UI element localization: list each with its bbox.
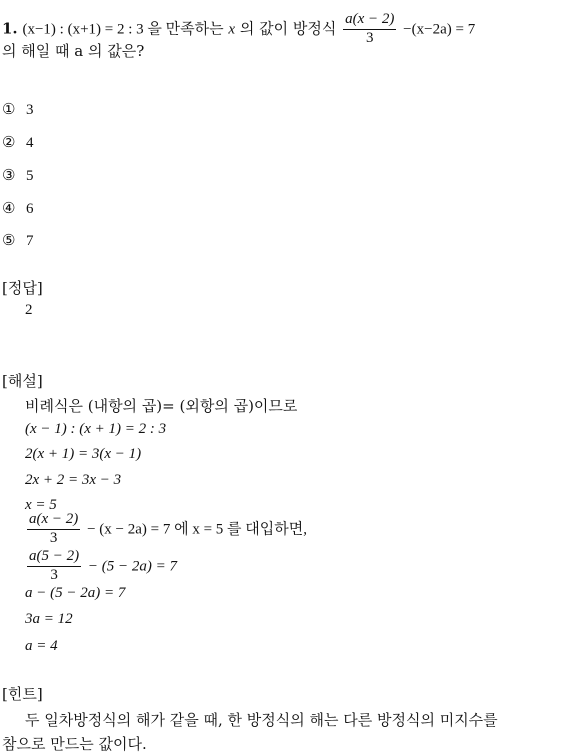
solution-line-10: a = 4 xyxy=(25,638,58,654)
answer-label: [정답] xyxy=(2,279,43,297)
solution-line-7-fraction xyxy=(27,549,81,584)
solution-line-7-numerator: a(5 − 2) xyxy=(27,549,81,567)
choice-5-mark: ⑤ xyxy=(2,231,16,249)
question-fraction-numerator: a(x − 2) xyxy=(343,12,396,30)
solution-line-6-rest: − (x − 2a) = 7 에 x = 5 를 대입하면, xyxy=(87,521,307,538)
solution-line-3: 2(x + 1) = 3(x − 1) xyxy=(25,446,142,462)
solution-line-6-denominator: 3 xyxy=(49,529,58,546)
choice-1-mark: ① xyxy=(2,100,16,118)
choice-3-value: 5 xyxy=(26,168,34,184)
choice-4[interactable] xyxy=(2,199,34,218)
hint-line-2: 참으로 만드는 값이다. xyxy=(2,735,147,753)
question-line-2: 의 해일 때 a 의 값은? xyxy=(2,42,145,60)
solution-line-1: 비례식은 (내항의 곱)= (외항의 곱)이므로 xyxy=(25,397,298,415)
hint-line-1: 두 일차방정식의 해가 같을 때, 한 방정식의 해는 다른 방정식의 미지수를 xyxy=(25,711,498,729)
hint-label: [힌트] xyxy=(2,685,43,703)
choice-2[interactable] xyxy=(2,133,34,152)
solution-line-5: x = 5 xyxy=(25,497,57,513)
question-fraction-denominator: 3 xyxy=(366,29,374,46)
solution-line-4: 2x + 2 = 3x − 3 xyxy=(25,472,122,488)
choice-3[interactable] xyxy=(2,166,34,185)
solution-line-7-rest: − (5 − 2a) = 7 xyxy=(87,558,178,575)
answer-value: 2 xyxy=(25,302,33,318)
choice-4-value: 6 xyxy=(26,201,34,217)
choice-1-value: 3 xyxy=(26,102,34,118)
question-fraction xyxy=(343,12,396,47)
choice-4-mark: ④ xyxy=(2,199,16,217)
solution-line-7-denominator: 3 xyxy=(50,566,58,583)
choice-5[interactable] xyxy=(2,231,34,250)
solution-label: [해설] xyxy=(2,372,43,390)
choice-5-value: 7 xyxy=(26,233,34,249)
question-text-part1: (x−1) : (x+1) = 2 : 3 을 만족하는 xyxy=(22,21,224,38)
choice-2-value: 4 xyxy=(26,135,34,151)
choice-2-mark: ② xyxy=(2,133,16,151)
solution-line-2: (x − 1) : (x + 1) = 2 : 3 xyxy=(25,421,167,437)
choice-3-mark: ③ xyxy=(2,166,16,184)
question-text-part2: 의 값이 방정식 xyxy=(239,19,337,38)
solution-line-7 xyxy=(25,549,177,584)
question-variable: x xyxy=(228,21,236,38)
solution-line-8: a − (5 − 2a) = 7 xyxy=(25,585,126,601)
solution-line-6-fraction xyxy=(27,512,80,547)
solution-line-9: 3a = 12 xyxy=(25,611,73,627)
solution-line-6-numerator: a(x − 2) xyxy=(27,512,80,530)
choice-1[interactable] xyxy=(2,100,34,119)
question-text-part3: −(x−2a) = 7 xyxy=(403,21,476,38)
question-number: 1. xyxy=(2,19,18,38)
solution-line-6 xyxy=(25,512,307,547)
